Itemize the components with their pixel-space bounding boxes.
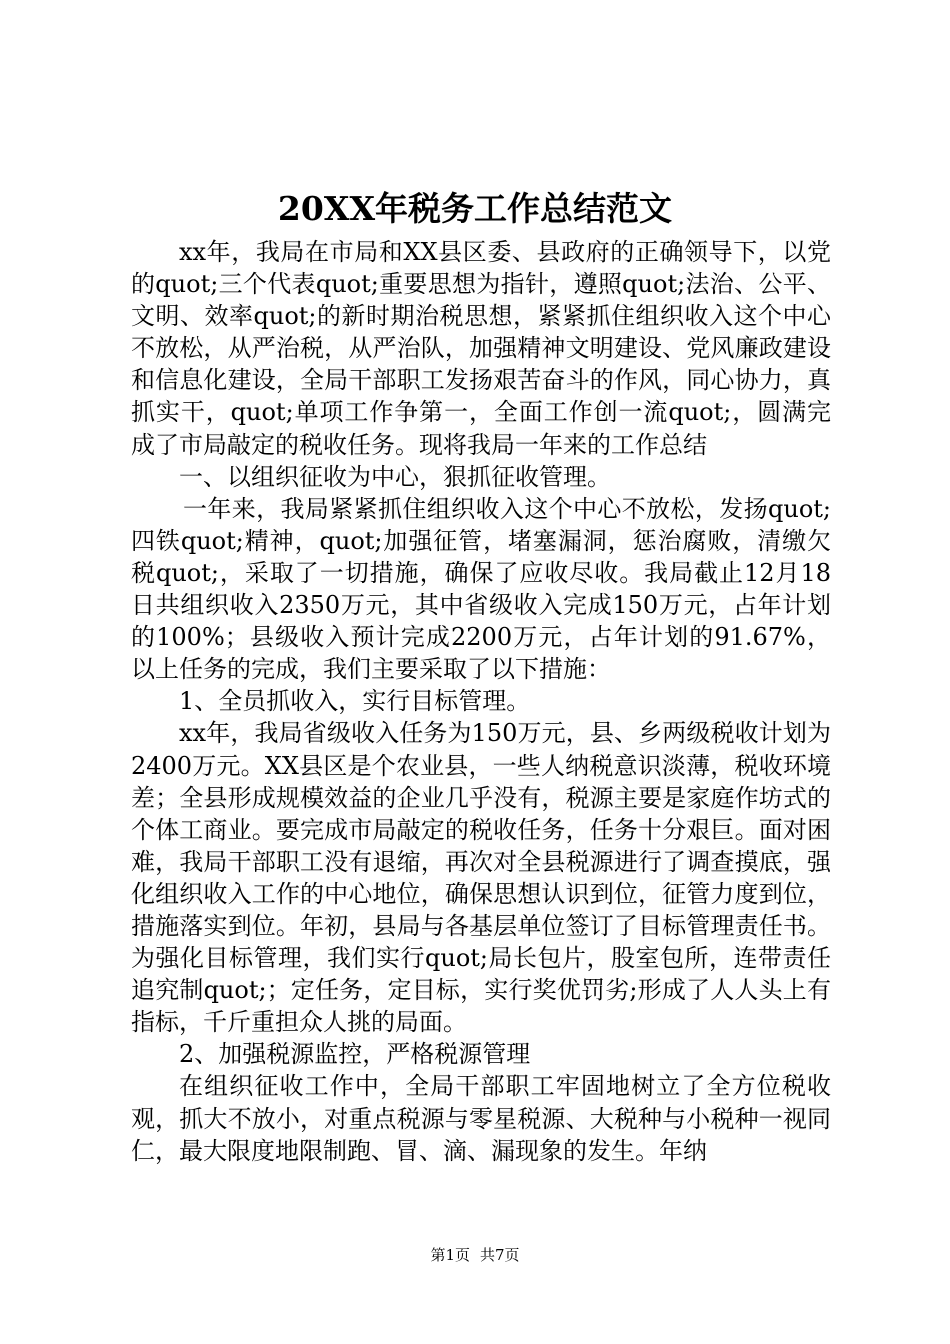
paragraph-subsection-1: xx年，我局省级收入任务为150万元，县、乡两级税收计划为2400万元。XX县区是个农业县，一些人纳税意识淡薄，税收环境差；全县形成规模效益的企业几乎没有，税源主要是家庭作坊式的个体工商业。要完成市局敲定的税收任务，任务十分艰巨。面对困难，我局干部职工没有退缩，再次对全县税源进行了调查摸底，强化组织收入工作的中心地位，确保思想认识到位，征管力度到位，措施落实到位。年初，县局与各基层单位签订了目标管理责任书。为强化目标管理，我们实行quot;局长包片，股室包所，连带责任追究制quot;；定任务，定目标，实行奖优罚劣;形成了人人头上有指标，千斤重担众人挑的局面。	[131, 719, 831, 1037]
page-number: 第1页	[430, 1246, 470, 1264]
paragraph-subsection-2: 在组织征收工作中，全局干部职工牢固地树立了全方位税收观，抓大不放小，对重点税源与零星税源、大税种与小税种一视同仁，最大限度地限制跑、冒、滴、漏现象的发生。年纳	[131, 1072, 831, 1165]
section-heading-1: 一、以组织征收为中心，狠抓征收管理。	[179, 462, 611, 491]
subsection-heading-2: 2、加强税源监控，严格税源管理	[179, 1040, 531, 1069]
subsection-heading-1: 1、全员抓收入，实行目标管理。	[179, 687, 531, 716]
document-body	[131, 236, 831, 1167]
paragraph-section-1: 一年来，我局紧紧抓住组织收入这个中心不放松，发扬quot;四铁quot;精神，quot;加强征管，堵塞漏洞，惩治腐败，清缴欠税quot;，采取了一切措施，确保了应收尽收。我局截止12月18日共组织收入2350万元，其中省级收入完成150万元，占年计划的100%；县级收入预计完成2200万元，占年计划的91.67%，以上任务的完成，我们主要采取了以下措施：	[131, 494, 831, 684]
page-total: 共7页	[480, 1246, 520, 1264]
paragraph-intro: xx年，我局在市局和XX县区委、县政府的正确领导下，以党的quot;三个代表quot;重要思想为指针，遵照quot;法治、公平、文明、效率quot;的新时期治税思想，紧紧抓住组织收入这个中心不放松，从严治税，从严治队，加强精神文明建设、党风廉政建设和信息化建设，全局干部职工发扬艰苦奋斗的作风，同心协力，真抓实干，quot;单项工作争第一，全面工作创一流quot;，圆满完成了市局敲定的税收任务。现将我局一年来的工作总结	[131, 238, 831, 459]
document-title: 20XX年税务工作总结范文	[277, 189, 673, 228]
page-footer	[0, 1245, 950, 1265]
